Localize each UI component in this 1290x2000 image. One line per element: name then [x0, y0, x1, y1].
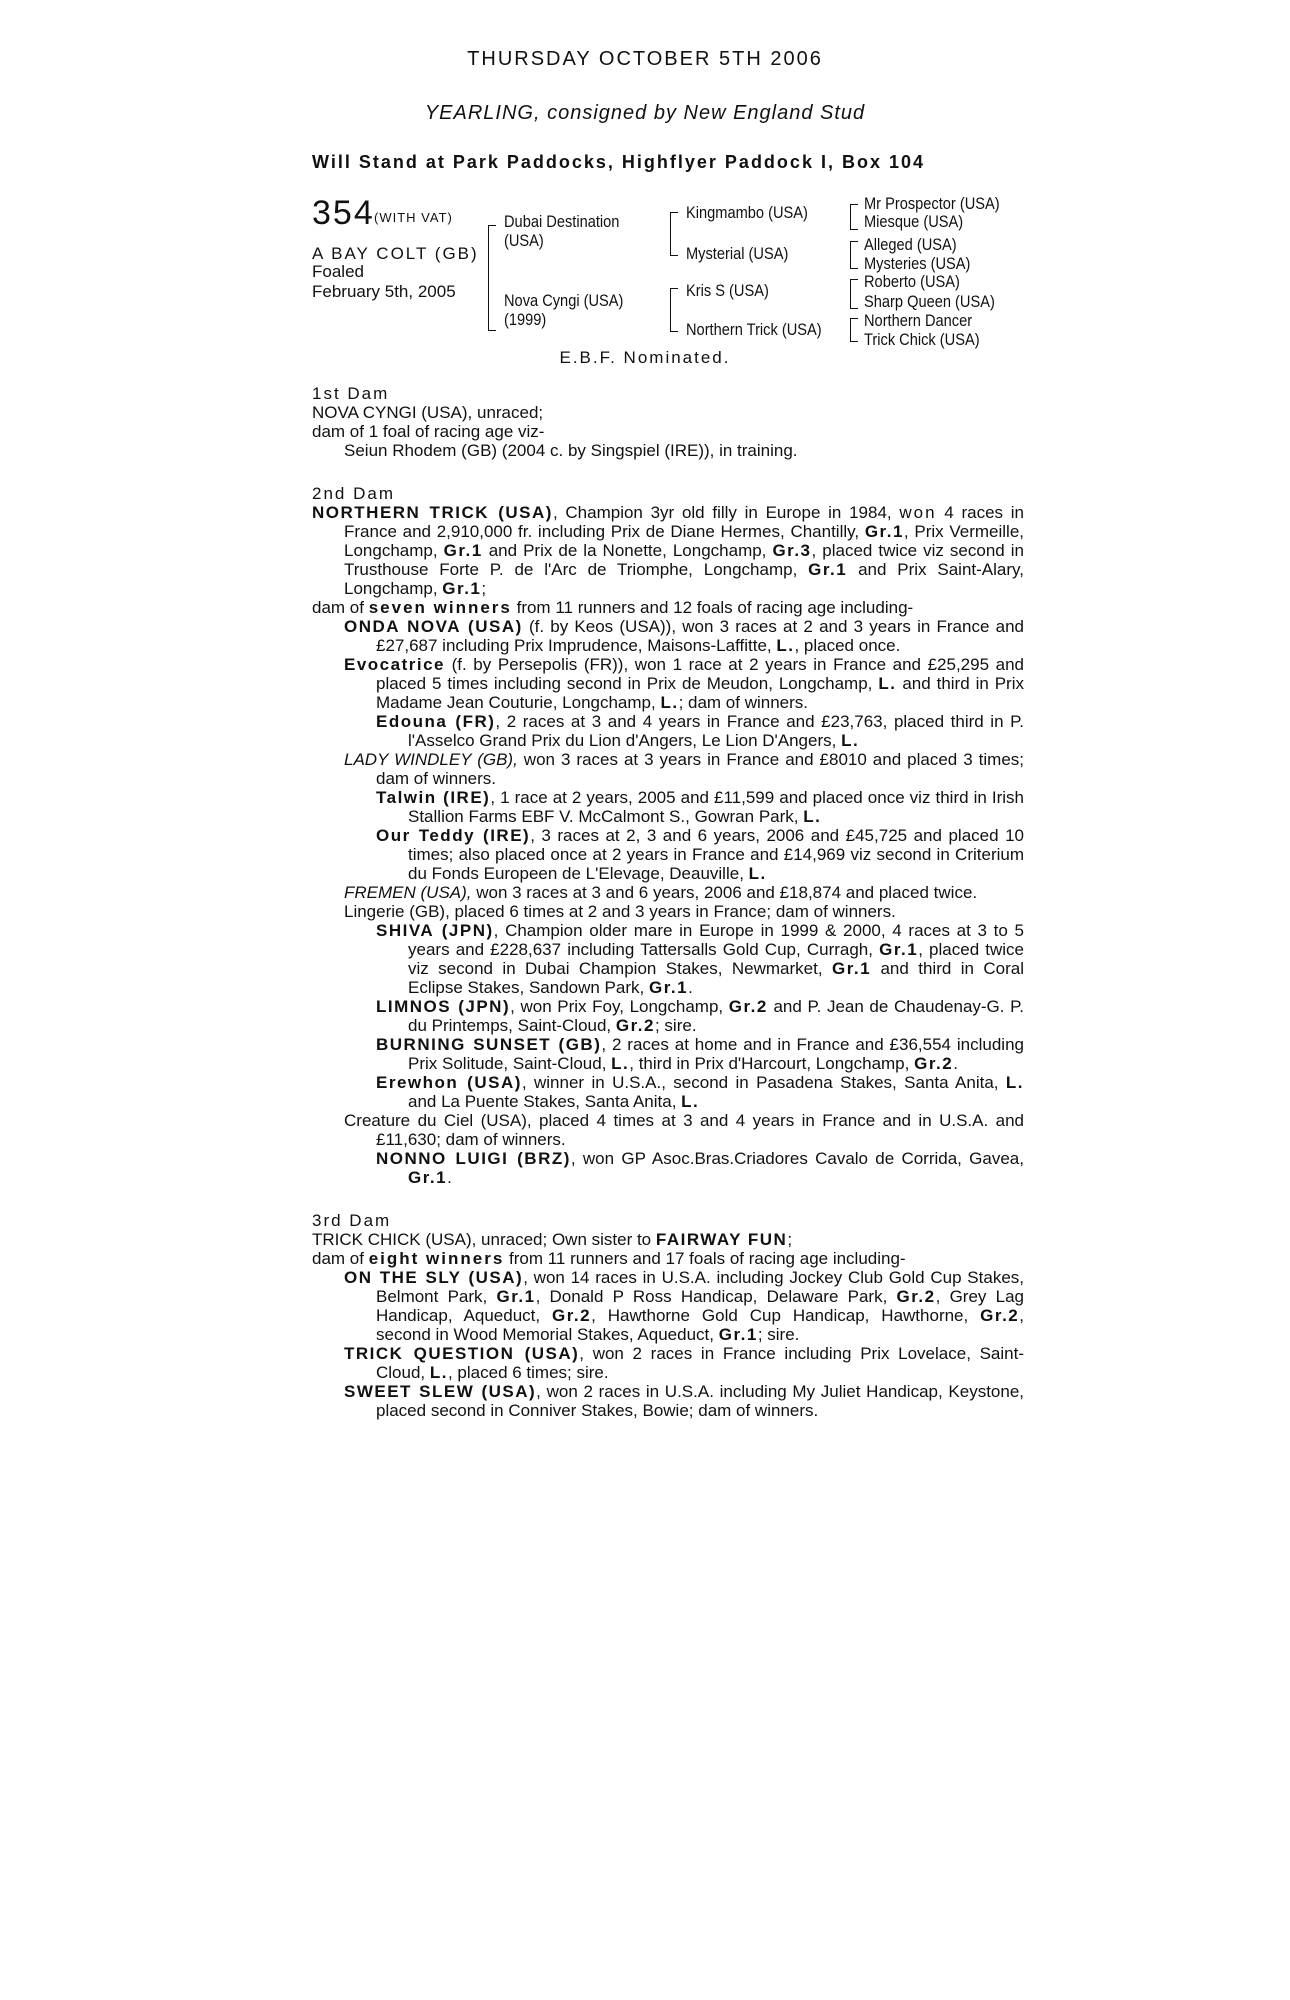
produce-entry: [312, 883, 1024, 902]
pedigree-ggparent: Miesque (USA): [864, 212, 964, 231]
grade: Gr.2: [896, 1287, 936, 1306]
horse-name: Edouna (FR): [376, 712, 496, 731]
produce-entry: Seiun Rhodem (GB) (2004 c. by Singspiel (IRE)), in training.: [344, 441, 798, 460]
produce-entry: [312, 826, 1024, 883]
horse-name: NONNO LUIGI (BRZ): [376, 1149, 571, 1168]
grade: L.: [660, 693, 679, 712]
pedigree-dam-year: (1999): [504, 310, 547, 329]
lot-description: A BAY COLT (GB): [312, 244, 479, 263]
pedigree-ggparent: Northern Dancer: [864, 311, 973, 330]
horse-name: TRICK QUESTION (USA): [344, 1344, 580, 1363]
produce-entry: [312, 1149, 1024, 1187]
horse-name: ON THE SLY (USA): [344, 1268, 524, 1287]
entry-text: , Champion 3yr old filly in Europe in 1984,: [552, 503, 900, 522]
grade: Gr.1: [496, 1287, 536, 1306]
entry-text: ; sire.: [757, 1325, 800, 1344]
entry-text: won 3 races at 3 and 6 years, 2006 and £18,874 and placed twice.: [471, 883, 978, 902]
entry-text: , Hawthorne Gold Cup Handicap, Hawthorne,: [591, 1306, 981, 1325]
entry-text: , Donald P Ross Handicap, Delaware Park,: [535, 1287, 897, 1306]
pedigree-brace: [670, 288, 678, 332]
entry-text: , Prix Vermeille, Longchamp,: [344, 522, 1024, 560]
entry-text: , won Prix Foy, Longchamp,: [510, 997, 729, 1016]
entry-text: from 11 runners and 12 foals of racing age including-: [511, 598, 914, 617]
entry-text: , won 2 races in U.S.A. including My Juliet Handicap, Keystone, placed second in Conniver Stakes, Bowie; dam of winners.: [376, 1382, 1025, 1420]
entry-text: and Prix Saint-Alary, Longchamp,: [344, 560, 1024, 598]
sale-date: THURSDAY OCTOBER 5TH 2006: [467, 48, 823, 70]
produce-entry: Creature du Ciel (USA), placed 4 times at 3 and 4 years in France and in U.S.A. and £11,630; dam of winners.: [344, 1111, 1024, 1149]
dam-produce-line: [312, 598, 1024, 617]
horse-name: Our Teddy (IRE): [376, 826, 531, 845]
produce-entry: [312, 788, 1024, 826]
entry-text: , Grey Lag Handicap, Aqueduct,: [376, 1287, 1024, 1325]
horse-name: ONDA NOVA (USA): [344, 617, 523, 636]
dam-entry: [312, 503, 1024, 598]
pedigree-sire-country: (USA): [504, 231, 544, 250]
produce-entry: [312, 750, 1024, 788]
section-heading: 2nd Dam: [312, 484, 395, 503]
produce-entry: [312, 1073, 1024, 1111]
third-dam-section: [312, 1211, 1024, 1420]
entry-text: from 11 runners and 17 foals of racing age including-: [504, 1249, 906, 1268]
grade: Gr.1: [718, 1325, 758, 1344]
entry-text: , 1 race at 2 years, 2005 and £11,599 and placed once viz third in Irish Stallion Farms EBF V. McCalmont S., Gowran Park,: [408, 788, 1024, 826]
grade: Gr.2: [980, 1306, 1020, 1325]
entry-text: .: [953, 1054, 958, 1073]
pedigree-ggparent: Mysteries (USA): [864, 254, 971, 273]
grade: L.: [611, 1054, 630, 1073]
horse-name: SHIVA (JPN): [376, 921, 494, 940]
horse-name: LADY WINDLEY (GB),: [344, 750, 518, 769]
grade: L.: [776, 636, 795, 655]
horse-name: FREMEN (USA),: [344, 883, 472, 902]
entry-text: won: [899, 503, 937, 522]
entry-text: and third in Coral Eclipse Stakes, Sandown Park,: [408, 959, 1024, 997]
entry-text: , 2 races at 3 and 4 years in France and £23,763, placed third in P. l'Asselco Grand Prix du Lion d'Angers, Le Lion D'Angers,: [408, 712, 1024, 750]
first-dam-section: [312, 384, 1024, 460]
grade: L.: [748, 864, 767, 883]
entry-text: (f. by Keos (USA)), won 3 races at 2 and 3 years in France and £27,687 including Prix Imprudence, Maisons-Laffitte,: [376, 617, 1024, 655]
entry-text: .: [447, 1168, 452, 1187]
entry-text: , won 14 races in U.S.A. including Jockey Club Gold Cup Stakes, Belmont Park,: [376, 1268, 1024, 1306]
produce-entry: [312, 997, 1024, 1035]
entry-text: won 3 races at 3 years in France and £8010 and placed 3 times; dam of winners.: [376, 750, 1024, 788]
second-dam-section: [312, 484, 1024, 1187]
stand-location: Will Stand at Park Paddocks, Highflyer Paddock I, Box 104: [312, 152, 925, 172]
pedigree-ggparent: Sharp Queen (USA): [864, 292, 995, 311]
produce-entry: [312, 1344, 1024, 1382]
entry-text: .: [688, 978, 693, 997]
dam-line: NOVA CYNGI (USA), unraced;: [312, 403, 544, 422]
pedigree-dam: Nova Cyngi (USA): [504, 291, 624, 310]
entry-text: , 3 races at 2, 3 and 6 years, 2006 and £45,725 and placed 10 times; also placed once at 2 years in France and £14,969 viz second in Criterium du Fonds Europeen de L'Elevage, Deauville,: [408, 826, 1024, 883]
produce-entry: [312, 655, 1024, 712]
pedigree-sire: Dubai Destination: [504, 212, 620, 231]
grade: Gr.3: [772, 541, 812, 560]
grade: Gr.2: [615, 1016, 655, 1035]
vat-note: (WITH VAT): [374, 210, 453, 225]
entry-text: , placed twice viz second in Trusthouse Forte P. de l'Arc de Triomphe, Longchamp,: [344, 541, 1024, 579]
produce-entry: [312, 921, 1024, 997]
entry-text: , Champion older mare in Europe in 1999 & 2000, 4 races at 3 to 5 years and £228,637 including Tattersalls Gold Cup, Curragh,: [408, 921, 1024, 959]
pedigree-brace: [850, 318, 858, 342]
foaled-date: February 5th, 2005: [312, 282, 456, 301]
horse-name: BURNING SUNSET (GB): [376, 1035, 602, 1054]
grade: L.: [803, 807, 822, 826]
horse-name: SWEET SLEW (USA): [344, 1382, 537, 1401]
grade: Gr.1: [443, 541, 483, 560]
entry-text: ;: [481, 579, 487, 598]
produce-record: [312, 384, 1024, 1420]
pedigree-dam-dam: Northern Trick (USA): [686, 320, 822, 339]
produce-entry: Lingerie (GB), placed 6 times at 2 and 3 years in France; dam of winners.: [344, 902, 896, 921]
lot-number: 354: [312, 194, 375, 232]
grade: Gr.1: [648, 978, 689, 997]
entry-text: ; dam of winners.: [678, 693, 809, 712]
grade: Gr.1: [408, 1168, 448, 1187]
grade: Gr.2: [728, 997, 768, 1016]
pedigree-brace: [670, 212, 678, 256]
grade: L.: [681, 1092, 700, 1111]
grade: Gr.2: [914, 1054, 954, 1073]
entry-text: , second in Wood Memorial Stakes, Aqueduct,: [376, 1306, 1024, 1344]
foaled-label: Foaled: [312, 262, 364, 281]
entry-text: , won 2 races in France including Prix Lovelace, Saint-Cloud,: [376, 1344, 1024, 1382]
produce-entry: [312, 617, 1024, 655]
entry-text: , placed twice viz second in Dubai Champion Stakes, Newmarket,: [408, 940, 1024, 978]
winners-count: eight winners: [368, 1249, 505, 1268]
grade: Gr.1: [442, 579, 482, 598]
produce-entry: [312, 1268, 1024, 1344]
entry-text: and third in Prix Madame Jean Couturie, Longchamp,: [376, 674, 1024, 712]
pedigree-ggparent: Mr Prospector (USA): [864, 194, 1000, 213]
entry-text: , won GP Asoc.Bras.Criadores Cavalo de Corrida, Gavea,: [570, 1149, 1024, 1168]
entry-text: , 2 races at home and in France and £36,554 including Prix Solitude, Saint-Cloud,: [408, 1035, 1024, 1073]
ebf-note: E.B.F. Nominated.: [559, 348, 731, 367]
entry-text: , placed 6 times; sire.: [447, 1363, 609, 1382]
entry-text: and Prix de la Nonette, Longchamp,: [482, 541, 773, 560]
horse-name: LIMNOS (JPN): [376, 997, 511, 1016]
entry-text: , placed once.: [794, 636, 901, 655]
produce-entry: [312, 1382, 1024, 1420]
horse-name: Talwin (IRE): [376, 788, 491, 807]
dam-produce-line: [312, 1249, 1024, 1268]
horse-name: Evocatrice: [344, 655, 445, 674]
grade: L.: [1005, 1073, 1024, 1092]
section-heading: 1st Dam: [312, 384, 390, 403]
pedigree-dam-sire: Kris S (USA): [686, 281, 769, 300]
consignor-line: YEARLING, consigned by New England Stud: [424, 102, 866, 124]
grade: L.: [878, 674, 897, 693]
entry-text: dam of: [312, 598, 369, 617]
entry-text: ; sire.: [654, 1016, 697, 1035]
pedigree-brace: [850, 241, 858, 269]
entry-text: dam of: [312, 1249, 369, 1268]
pedigree-ggparent: Trick Chick (USA): [864, 330, 980, 349]
section-heading: 3rd Dam: [312, 1211, 392, 1230]
horse-name: FAIRWAY FUN: [655, 1230, 788, 1249]
pedigree-brace: [850, 204, 858, 230]
entry-text: (f. by Persepolis (FR)), won 1 race at 2 years in France and £25,295 and placed 5 times including second in Prix de Meudon, Longchamp,: [376, 655, 1024, 693]
dam-line: [312, 1230, 1024, 1249]
grade: Gr.2: [552, 1306, 592, 1325]
grade: Gr.1: [864, 522, 904, 541]
produce-entry: [312, 712, 1024, 750]
horse-name: Erewhon (USA): [376, 1073, 522, 1092]
grade: Gr.1: [808, 560, 848, 579]
pedigree-brace: [488, 225, 496, 331]
produce-entry: [312, 1035, 1024, 1073]
pedigree-ggparent: Alleged (USA): [864, 235, 957, 254]
winners-count: seven winners: [368, 598, 512, 617]
horse-name: NORTHERN TRICK (USA): [312, 503, 553, 522]
pedigree-brace: [850, 279, 858, 309]
entry-text: , winner in U.S.A., second in Pasadena Stakes, Santa Anita,: [521, 1073, 1006, 1092]
grade: Gr.1: [831, 959, 872, 978]
entry-text: ;: [787, 1230, 793, 1249]
entry-text: TRICK CHICK (USA), unraced; Own sister to: [312, 1230, 656, 1249]
entry-text: , third in Prix d'Harcourt, Longchamp,: [629, 1054, 915, 1073]
entry-text: and P. Jean de Chaudenay-G. P. du Printemps, Saint-Cloud,: [408, 997, 1024, 1035]
grade: L.: [841, 731, 860, 750]
grade: L.: [429, 1363, 448, 1382]
entry-text: 4 races in France and 2,910,000 fr. including Prix de Diane Hermes, Chantilly,: [344, 503, 1024, 541]
pedigree-sire-dam: Mysterial (USA): [686, 244, 789, 263]
entry-text: and La Puente Stakes, Santa Anita,: [408, 1092, 682, 1111]
pedigree-sire-sire: Kingmambo (USA): [686, 203, 808, 222]
pedigree-ggparent: Roberto (USA): [864, 272, 960, 291]
grade: Gr.1: [879, 940, 919, 959]
dam-produce-line: dam of 1 foal of racing age viz-: [312, 422, 545, 441]
